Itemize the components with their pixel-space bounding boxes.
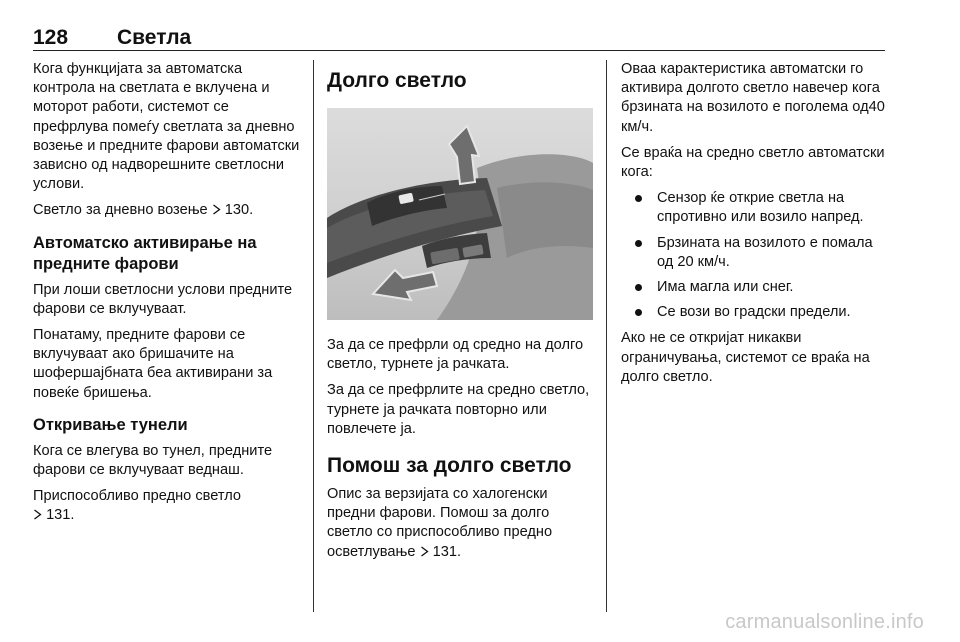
ref-text: Опис за верзијата со халогенски предни фарови. Помош за долго светло со приспособливо предно осветлување	[327, 486, 553, 560]
header-rule	[33, 50, 885, 51]
watermark: carmanualsonline.info	[725, 611, 924, 633]
cross-reference-arrow-icon	[212, 204, 221, 215]
paragraph: Оваа карактеристика автоматски го активира долгото светло навечер кога брзината на возилото е поголема од40 км/ч.	[621, 61, 885, 135]
paragraph: Се враќа на средно светло автоматски кога:	[621, 144, 885, 181]
cross-reference-arrow-icon	[420, 546, 429, 557]
paragraph: За да се префрли од средно на долго светло, турнете ја рачката.	[327, 337, 584, 373]
page-ref-link[interactable]: 131.	[432, 543, 462, 560]
list-item: Сензор ќе открие светла на спротивно или возило напред.	[621, 189, 891, 227]
ref-text: Приспособливо предно светло	[33, 488, 242, 505]
column-2	[327, 60, 593, 569]
column-1	[33, 60, 301, 533]
list-item: Се вози во градски предели.	[621, 303, 891, 322]
page-ref-link[interactable]: 130.	[224, 202, 254, 219]
heading-high-beam: Долго светло	[327, 69, 467, 92]
paragraph: За да се префрлите на средно светло, турнете ја рачката повторно или повлечете ја.	[327, 382, 590, 437]
list-item: Има магла или снег.	[621, 278, 891, 297]
paragraph-adaptive-ref	[33, 487, 301, 525]
paragraph: Кога функцијата за автоматска контрола на светлата е вклучена и моторот работи, системот се префрлува помеѓу светлата за дневно возење и предните фарови автоматски зависно од надворешните светлосни услови.	[33, 61, 300, 193]
paragraph: Понатаму, предните фарови се вклучуваат ако бришачите на шофершајбната беа активирани за повеќе бришења.	[33, 327, 273, 401]
ref-text: Светло за дневно возење	[33, 202, 212, 219]
light-switch-stalk-photo	[327, 108, 593, 320]
paragraph: При лоши светлосни услови предните фарови се вклучуваат.	[33, 281, 293, 317]
heading-high-beam-assist: Помош за долго светло	[327, 454, 572, 478]
paragraph-assist-ref	[327, 485, 593, 562]
heading-tunnel-detection: Откривање тунели	[33, 415, 188, 434]
column-divider-1	[313, 60, 314, 612]
list-item: Брзината на возилото е помала од 20 км/ч.	[621, 234, 891, 272]
heading-auto-activation: Автоматско активирање на предните фарови	[33, 233, 257, 273]
column-3	[621, 60, 891, 394]
page-ref-link[interactable]: 131.	[46, 507, 75, 524]
paragraph: Кога се влегува во тунел, предните фарови се вклучуваат веднаш.	[33, 442, 273, 479]
cross-reference-arrow-icon	[33, 509, 42, 520]
chapter-title: Светла	[117, 26, 192, 49]
paragraph-daytime-ref	[33, 201, 301, 220]
paragraph: Ако не се откријат никакви ограничувања, системот се враќа на долго светло.	[621, 330, 870, 385]
page-number: 128	[33, 26, 69, 49]
stalk-illustration	[327, 108, 593, 320]
column-divider-2	[606, 60, 607, 612]
condition-list	[621, 189, 891, 322]
page-header	[33, 26, 885, 56]
